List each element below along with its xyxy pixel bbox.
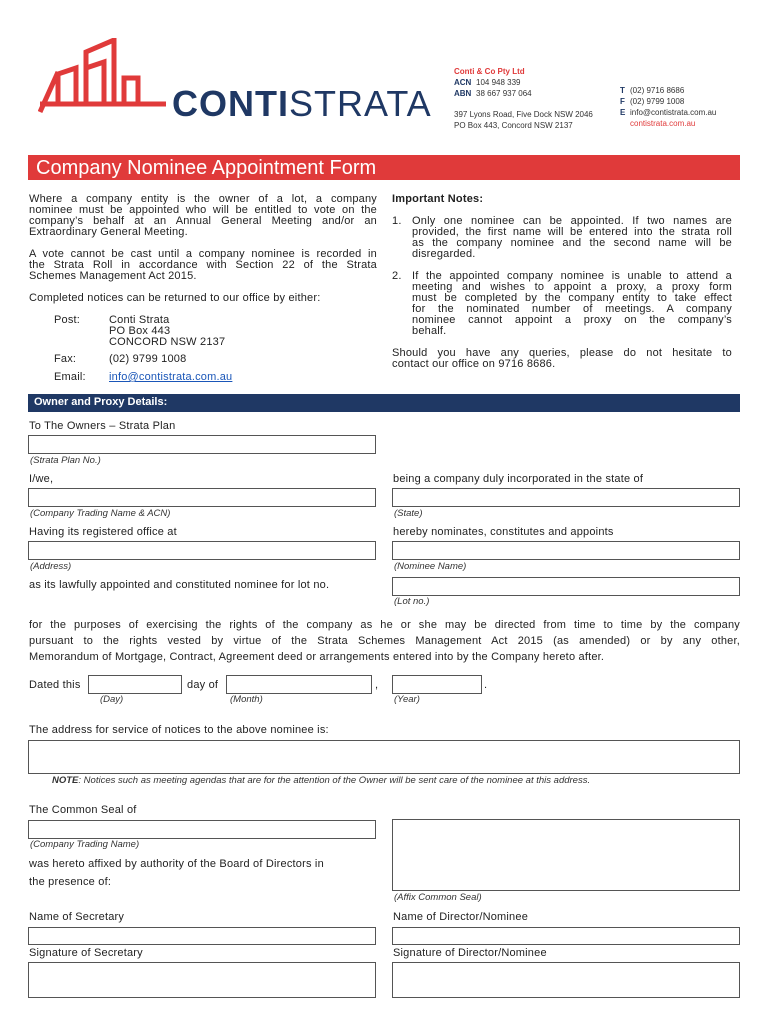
section-title: Owner and Proxy Details: [34, 396, 168, 408]
secretary-signature-box[interactable] [28, 962, 376, 998]
intro-paragraph-1: Where a company entity is the owner of a lot, a company nominee must be appointed who will be entitled to vote on the company’s behalf at an Annual General Meeting and/or an Extraordinary General Meeting. [29, 193, 377, 238]
note-2-number: 2. [392, 270, 402, 282]
nominee-caption: (Nominee Name) [394, 561, 467, 572]
brand-wordmark [172, 84, 432, 124]
email-label: Email: [54, 371, 86, 383]
month-caption: (Month) [230, 694, 263, 705]
notes-heading: Important Notes: [392, 193, 484, 205]
year-caption: (Year) [394, 694, 420, 705]
fax-number: (02) 9799 1008 [109, 353, 187, 365]
company-address-1: 397 Lyons Road, Five Dock NSW 2046 [454, 110, 593, 119]
day-input[interactable] [88, 675, 182, 694]
affixed-line-1: was hereto affixed by authority of the Board of Directors in [29, 858, 324, 870]
purposes-paragraph: for the purposes of exercising the rights of the company as he or she may be directed from time to time by the company pursuant to the rights vested by virtue of the Strata Schemes Management Act 2015 (as amended) or by any other, Memorandum of Mortgage, Contract, Agreement deed or arrangements entered into by the Company hereto after. [29, 619, 740, 663]
company-name: Conti & Co Pty Ltd [454, 67, 525, 76]
company-trading-name-input[interactable] [28, 820, 376, 839]
title-bar [28, 155, 740, 180]
note-1-number: 1. [392, 215, 402, 227]
to-owners-label: To The Owners – Strata Plan [29, 420, 176, 432]
page-title: Company Nominee Appointment Form [36, 157, 377, 179]
conti-strata-logo-icon [38, 38, 168, 116]
company-caption: (Company Trading Name & ACN) [30, 508, 171, 519]
director-signature-box[interactable] [392, 962, 740, 998]
note-2: If the appointed company nominee is unable to attend a meeting and wishes to appoint a proxy, a proxy form must be completed by the company entity to take effect for the nominated number of meetings. A company nominee cannot appoint a proxy on the company’s behalf. [412, 270, 732, 337]
company-name-input[interactable] [28, 488, 376, 507]
director-name-label: Name of Director/Nominee [393, 911, 529, 923]
company-fax: F (02) 9799 1008 [620, 97, 685, 106]
strata-plan-caption: (Strata Plan No.) [30, 455, 101, 466]
date-period: . [484, 679, 488, 691]
nominates-label: hereby nominates, constitutes and appoints [393, 526, 614, 538]
note-1: Only one nominee can be appointed. If two names are provided, the first name will be entered into the strata roll as the company nominee and the second name will be disregarded. [412, 215, 732, 260]
company-contacts [620, 85, 716, 129]
brand-bold: CONTI [172, 83, 289, 124]
iwe-label: I/we, [29, 473, 54, 485]
year-input[interactable] [392, 675, 482, 694]
common-seal-box[interactable] [392, 819, 740, 891]
brand-light: STRATA [289, 83, 432, 124]
dated-this-label: Dated this [29, 679, 81, 691]
secretary-name-label: Name of Secretary [29, 911, 125, 923]
registered-office-label: Having its registered office at [29, 526, 177, 538]
note-text: : Notices such as meeting agendas that are for the attention of the Owner will be sent care of the nominee at this address. [78, 775, 591, 786]
nominee-name-input[interactable] [392, 541, 740, 560]
company-info [454, 66, 593, 131]
notice-note [52, 775, 590, 786]
director-name-input[interactable] [392, 927, 740, 945]
queries-text: Should you have any queries, please do not hesitate to contact our office on 9716 8686. [392, 347, 732, 370]
month-input[interactable] [226, 675, 372, 694]
intro-paragraph-2: A vote cannot be cast until a company nominee is recorded in the Strata Roll in accordance with Section 22 of the Strata Schemes Management Act 2015. [29, 248, 377, 282]
lot-caption: (Lot no.) [394, 596, 430, 607]
company-email: E info@contistrata.com.au [620, 108, 717, 117]
incorporated-label: being a company duly incorporated in the state of [393, 473, 644, 485]
strata-plan-input[interactable] [28, 435, 376, 454]
address-input[interactable] [28, 541, 376, 560]
lot-number-input[interactable] [392, 577, 740, 596]
common-seal-label: The Common Seal of [29, 804, 137, 816]
service-address-label: The address for service of notices to the above nominee is: [29, 724, 329, 736]
company-acn: ACN 104 948 339 [454, 78, 521, 87]
company-web: contistrata.com.au [630, 119, 696, 128]
director-signature-label: Signature of Director/Nominee [393, 947, 547, 959]
trading-name-caption: (Company Trading Name) [30, 839, 140, 850]
section-bar [28, 394, 740, 412]
service-address-input[interactable] [28, 740, 740, 774]
day-of-label: day of [187, 679, 219, 691]
email-link[interactable]: info@contistrata.com.au [109, 371, 233, 383]
fax-label: Fax: [54, 353, 77, 365]
post-label: Post: [54, 314, 81, 326]
company-phone: T (02) 9716 8686 [620, 86, 685, 95]
secretary-signature-label: Signature of Secretary [29, 947, 143, 959]
note-label: NOTE [52, 775, 79, 786]
state-input[interactable] [392, 488, 740, 507]
affixed-line-2: the presence of: [29, 876, 112, 888]
date-comma: , [375, 679, 379, 691]
affix-seal-caption: (Affix Common Seal) [394, 892, 482, 903]
address-caption: (Address) [30, 561, 72, 572]
day-caption: (Day) [100, 694, 124, 705]
company-abn: ABN 38 667 937 064 [454, 89, 532, 98]
state-caption: (State) [394, 508, 423, 519]
secretary-name-input[interactable] [28, 927, 376, 945]
post-address: Conti Strata PO Box 443 CONCORD NSW 2137 [109, 314, 226, 348]
intro-paragraph-3: Completed notices can be returned to our office by either: [29, 292, 321, 304]
company-address-2: PO Box 443, Concord NSW 2137 [454, 121, 573, 130]
lot-label: as its lawfully appointed and constituted nominee for lot no. [29, 579, 330, 591]
